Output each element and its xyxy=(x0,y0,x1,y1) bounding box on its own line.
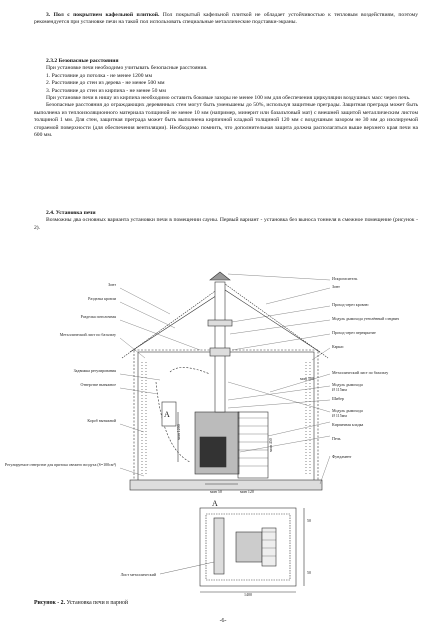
left-wall-battens xyxy=(142,362,146,476)
section-2-3-2-p1: При установке печи в нишу из кирпича необходимо оставить боковые зазоры не менее 100 мм для обеспечения циркуляции воздушных масс через печь. xyxy=(46,95,411,102)
label-hood: Зонт xyxy=(108,282,116,287)
distance-item-3: 3. Расстояние до стен из кирпича - не менее 50 мм xyxy=(46,87,166,94)
section-2-3-2-intro: При установке печи необходимо учитывать безопасные расстояния. xyxy=(46,65,208,72)
label-damper: Задвижка регулирования xyxy=(73,368,116,373)
label-metal-sheet-plan: Лист металлический xyxy=(120,572,156,577)
figure-caption xyxy=(34,600,128,606)
label-stove: Печь xyxy=(332,436,341,441)
distance-item-1: 1. Расстояние до потолка - не менее 1200 мм xyxy=(46,72,152,79)
dim-min-120: мин 120 xyxy=(240,489,254,494)
dim-min-1200: мин 1200 xyxy=(176,424,181,440)
section-2-3-2-title: 2.3.2 Безопасные расстояния xyxy=(46,58,119,64)
chimney-pipe xyxy=(215,282,225,412)
dim-min-450: мин 450 xyxy=(268,438,273,452)
label-spark-arrester: Искрогаситель xyxy=(332,276,358,281)
left-callouts xyxy=(5,282,117,467)
label-metal-sheet-right: Металлический лист по базальту xyxy=(332,370,389,375)
figure-caption-lead: Рисунок - 2. xyxy=(34,600,66,606)
plan-metal-sheet xyxy=(214,518,224,574)
section-3-text: Пол покрытый кафельной плиткой не обладает устойчивостью к тепловым воздействиям, поэтому рекомендуется при установке печи на такой пол использовать специальные металлические подставки-экраны. xyxy=(34,12,418,26)
label-metal-sheet: Металлический лист по базальту xyxy=(59,332,116,337)
label-ceiling-cutout: Разделка потолочная xyxy=(80,314,116,319)
label-sandwich-module: Модуль дымохода утеплённый сэндвич xyxy=(332,316,400,321)
brick-courses xyxy=(238,418,268,466)
label-roof-cutout: Разделка кровли xyxy=(88,296,116,301)
ceiling-pass xyxy=(210,348,230,356)
label-gate-valve: Шибер xyxy=(332,396,344,401)
label-diameter-1: Ø 115мм xyxy=(332,387,347,392)
section-2-4-p1: Возможны два основных варианта установки печи в помещении сауны. Первый вариант - установка без выноса тоннеля в смежное помещение (рисунок - 2). xyxy=(34,217,418,231)
distance-item-2: 2. Расстояние до стен из дерева - не менее 500 мм xyxy=(46,80,165,87)
dim-min-50: мин 50 xyxy=(210,489,222,494)
label-ceiling-pass: Проход через перекрытие xyxy=(332,330,376,335)
chimney-cap xyxy=(210,272,230,280)
label-diameter-2: Ø 115мм xyxy=(332,413,347,418)
plan-dim-50-b: 50 xyxy=(307,570,311,575)
airflow-top xyxy=(170,367,210,374)
section-3-lead: 3. Пол с покрытием кафельной плиткой. xyxy=(46,12,160,18)
label-air-inlet: Регулируемое отверстие для притока свежего воздуха (S=100см²) xyxy=(4,462,116,467)
plan-section-label: A xyxy=(212,499,218,508)
foundation xyxy=(130,480,322,490)
plan-brick xyxy=(262,528,276,566)
page-number: -6- xyxy=(219,618,227,624)
label-foundation: Фундамент xyxy=(332,454,352,459)
roof-pass xyxy=(208,320,232,326)
section-2-3-2-p2: Безопасные расстояния до ограждающих деревянных стен могут быть уменьшены до 50%, используя защитные преграды. Защитная преграда может быть выполнена из теплоизоляционного материала толщиной не менее 10 мм (например, минерит или базальтовый мат) с внешней защитой металлическим листом толщиной 1 мм. Для стен, защитная преграда может быть выполнена кирпичной кладкой толщиной 120 мм с воздушным зазором не 30 мм до изолируемой сгораемой поверхности (для обеспечения вентиляции). Необходимо помнить, что дополнительная защита должна располагаться выше верхнего края печи на 600 мм. xyxy=(34,102,418,139)
right-callouts xyxy=(332,276,399,459)
label-roof-pass: Проход через кровлю xyxy=(332,302,369,307)
label-brickwork: Кирпичная кладка xyxy=(332,422,364,427)
brick-wall xyxy=(238,412,268,478)
section-2-3-2 xyxy=(34,58,418,139)
label-hood-right: Зонт xyxy=(332,284,340,289)
section-2-4-title: 2.4. Установка печи xyxy=(46,210,96,216)
label-chimney-module: Модуль дымохода xyxy=(332,382,363,387)
plan-dim-1400: 1400 xyxy=(244,592,252,597)
dim-min-500: мин 500 xyxy=(300,376,314,381)
label-chimney-module-2: Модуль дымохода xyxy=(332,408,363,413)
plan-stove xyxy=(236,532,262,562)
label-exhaust-hole: Отверстие вытяжное xyxy=(80,382,116,387)
stove-door xyxy=(200,437,226,467)
label-exhaust-duct: Короб вытяжной xyxy=(87,418,116,423)
figure-caption-text: Установка печи в парной xyxy=(66,600,128,606)
installation-drawing xyxy=(4,262,400,597)
section-label-a: A xyxy=(164,410,170,419)
label-frame: Каркас xyxy=(332,344,344,349)
plan-dim-50-a: 50 xyxy=(307,518,311,523)
section-2-4 xyxy=(34,210,418,232)
section-3 xyxy=(34,12,418,27)
plan-view xyxy=(160,508,304,592)
